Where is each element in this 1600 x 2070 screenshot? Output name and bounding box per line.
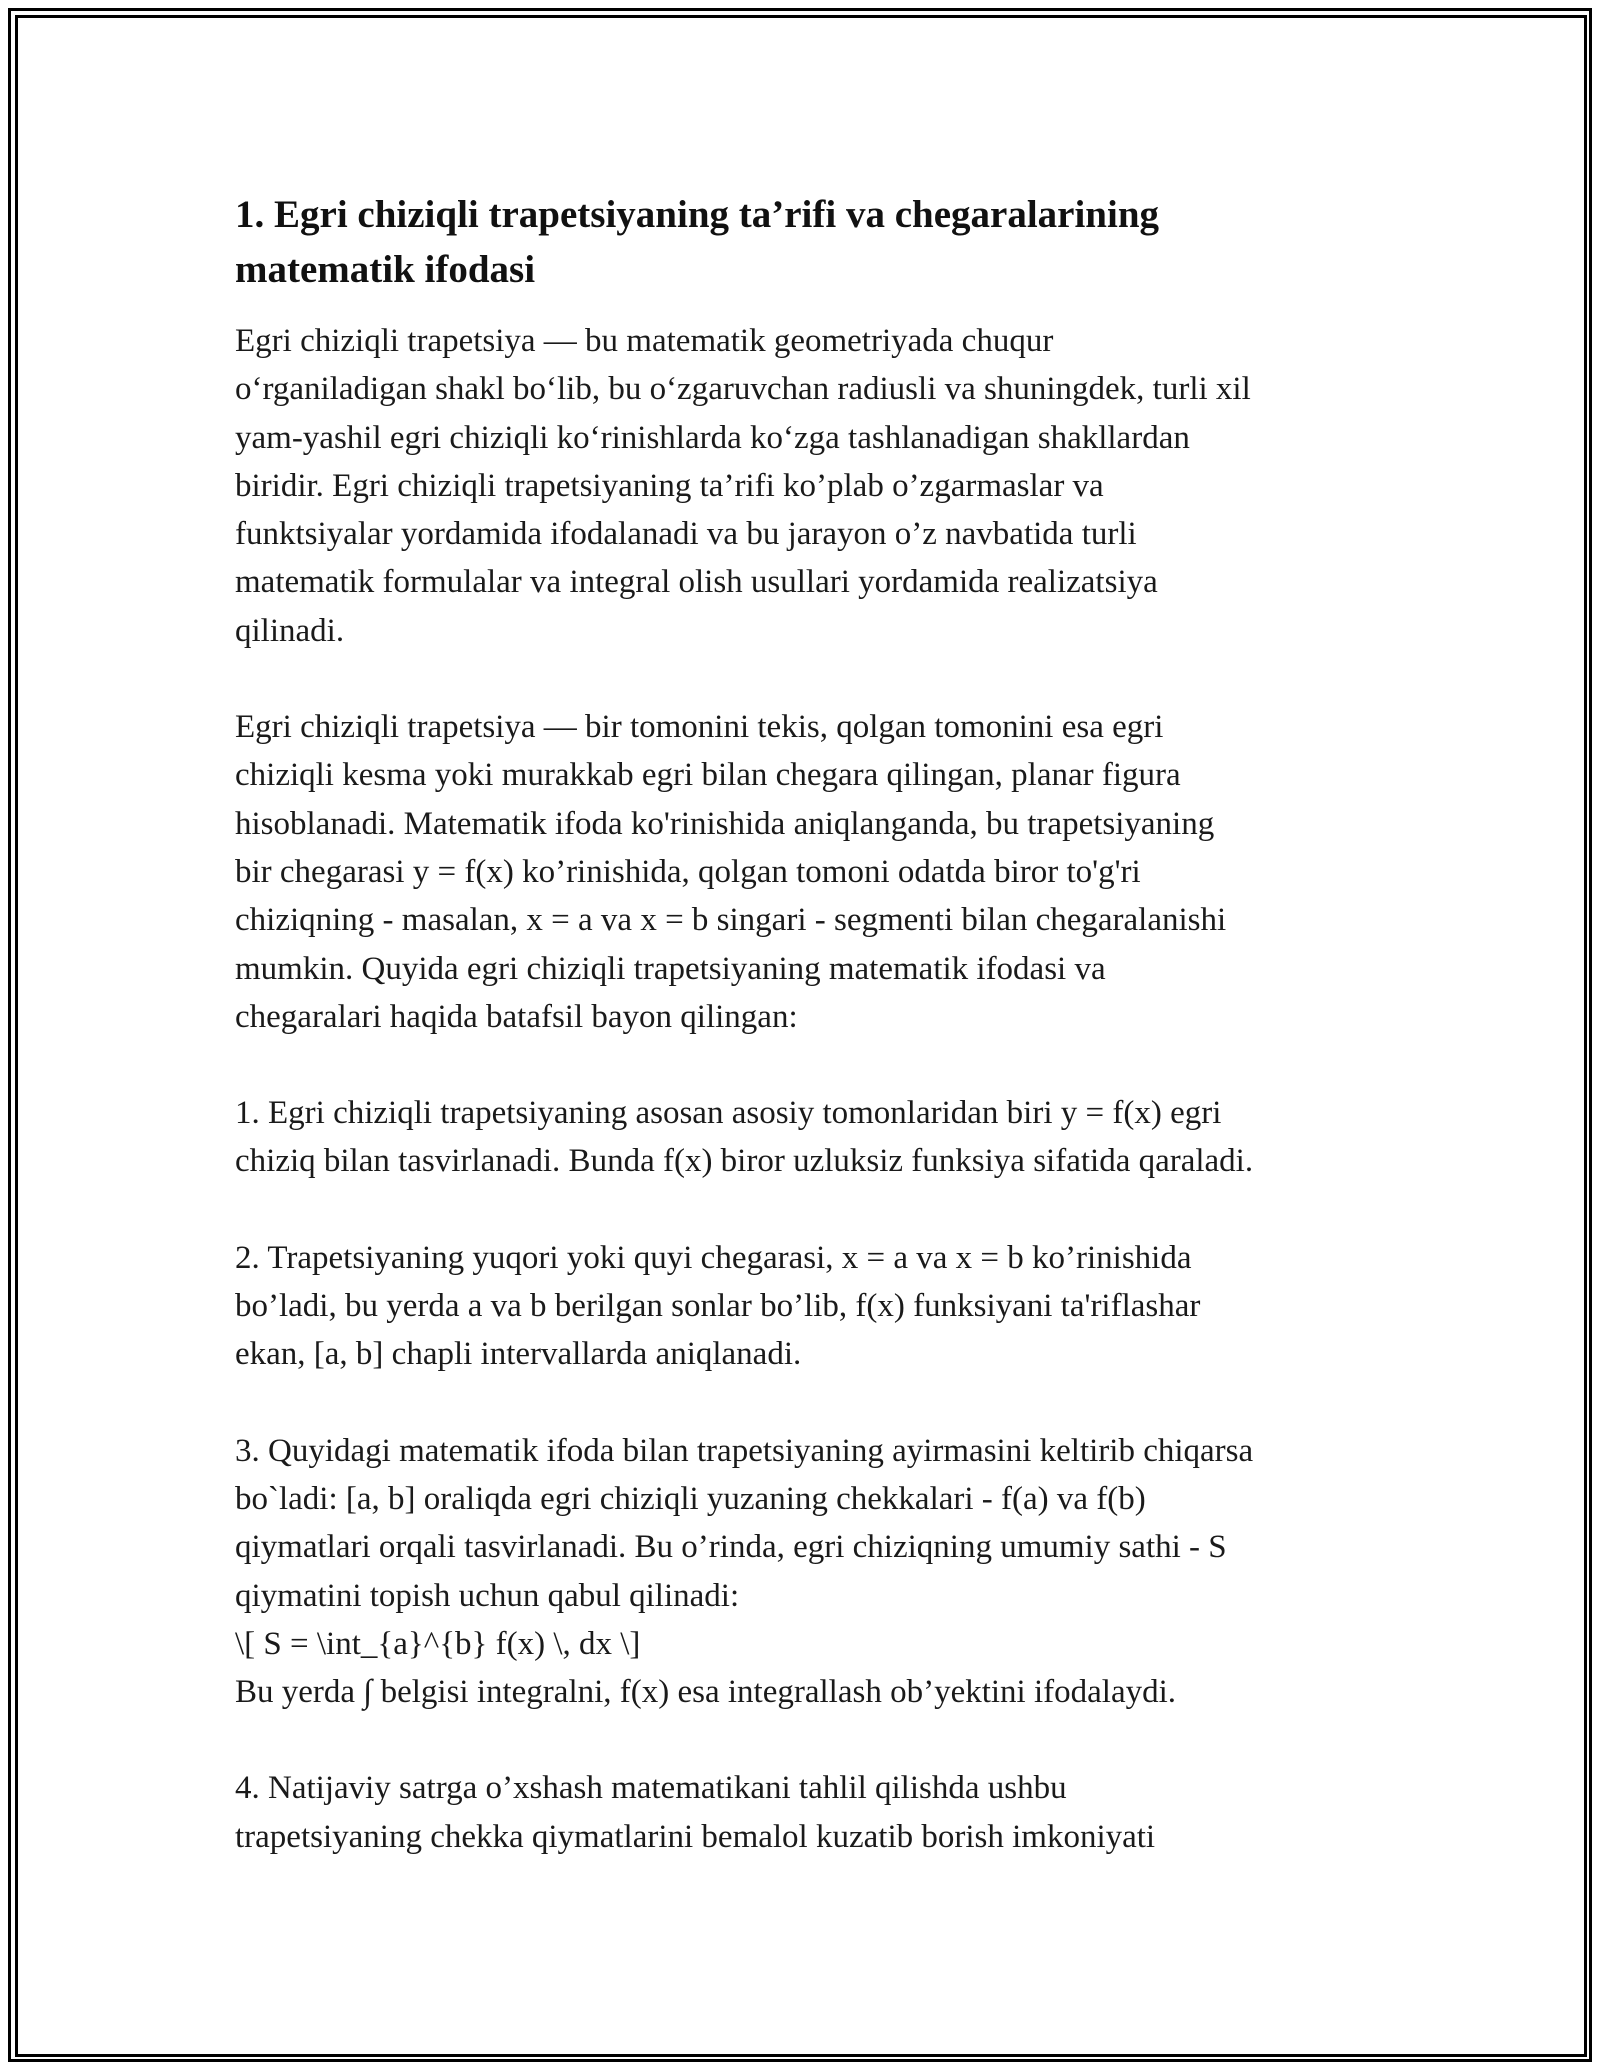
document-body [235, 187, 1375, 1861]
list-item-4: 4. Natijaviy satrga o’xshash matematikani tahlil qilishda ushbu trapetsiyaning chekka qiymatlarini bemalol kuzatib borish imkoniyati [235, 1770, 1156, 1855]
paragraph-definition: Egri chiziqli trapetsiya — bu matematik geometriyada chuqur o‘rganiladigan shakl bo‘lib, bu o‘zgaruvchan radiusli va shuningdek, turli xil yam-yashil egri chiziqli ko‘rinishlarda ko‘zga tashlanadigan shakllardan biridir. Egri chiziqli trapetsiyaning ta’rifi ko’plab o’zgarmaslar va funktsiyalar yordamida ifodalanadi va bu jarayon o’z navbatida turli matematik formulalar va integral olish usullari yordamida realizatsiya qilinadi. [235, 323, 1251, 649]
paragraph-description: Egri chiziqli trapetsiya — bir tomonini tekis, qolgan tomonini esa egri chiziqli kesma yoki murakkab egri bilan chegara qilingan, planar figura hisoblanadi. Matematik ifoda ko'rinishida aniqlanganda, bu trapetsiyaning bir chegarasi y = f(x) ko’rinishida, qolgan tomoni odatda biror to'g'ri chiziqning - masalan, x = a va x = b singari - segmenti bilan chegaralanishi mumkin. Quyida egri chiziqli trapetsiyaning matematik ifodasi va chegaralari haqida batafsil bayon qilingan: [235, 709, 1227, 1035]
section-heading: 1. Egri chiziqli trapetsiyaning ta’rifi va chegaralarining matematik ifodasi [235, 193, 1160, 291]
list-item-3: 3. Quyidagi matematik ifoda bilan trapetsiyaning ayirmasini keltirib chiqarsa bo`ladi: [a, b] oraliqda egri chiziqli yuzaning chekkalari - f(a) va f(b) qiymatlari orqali tasvirlanadi. Bu o’rinda, egri chiziqning umumiy sathi - S qiymatini topish uchun qabul qilinadi: \[ S = \int_{a}^{b} f(x) \, dx \] Bu yerda ∫ belgisi integralni, f(x) esa integrallash ob’yektini ifodalaydi. [235, 1432, 1254, 1711]
list-item-1: 1. Egri chiziqli trapetsiyaning asosan asosiy tomonlaridan biri y = f(x) egri chiziq bilan tasvirlanadi. Bunda f(x) biror uzluksiz funksiya sifatida qaraladi. [235, 1095, 1254, 1180]
list-item-2: 2. Trapetsiyaning yuqori yoki quyi chegarasi, x = a va x = b ko’rinishida bo’ladi, bu yerda a va b berilgan sonlar bo’lib, f(x) funksiyani ta'riflashar ekan, [a, b] chapli intervallarda aniqlanadi. [235, 1239, 1201, 1373]
